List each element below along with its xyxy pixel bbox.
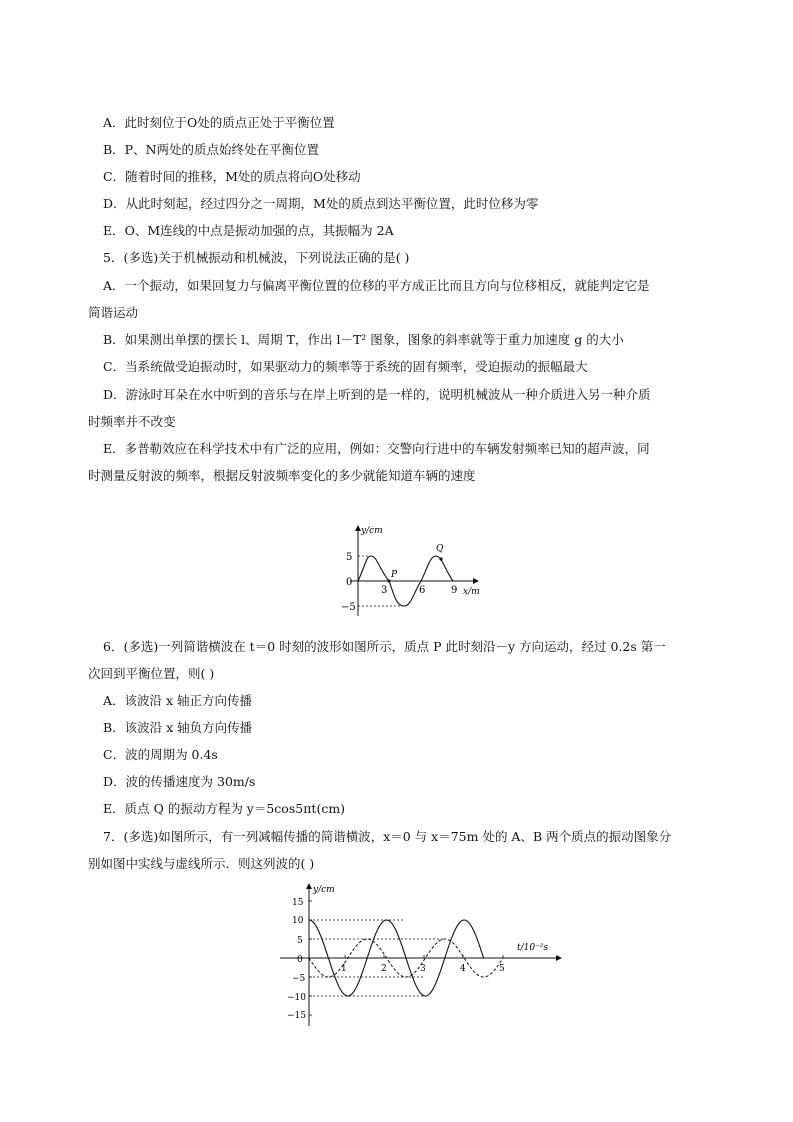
q5-option-b: B．如果测出单摆的摆长 l、周期 T，作出 l－T² 图象，图象的斜率就等于重力加速度 g 的大小 bbox=[103, 332, 624, 347]
q4-option-d: D．从此时刻起，经过四分之一周期，M处的质点到达平衡位置，此时位移为零 bbox=[103, 196, 539, 211]
fig2-ytick-neg15: −15 bbox=[287, 1011, 306, 1021]
q6-option-a: A．该波沿 x 轴正方向传播 bbox=[103, 693, 253, 708]
q7-stem-cont: 别如图中实线与虚线所示．则这列波的( ) bbox=[88, 856, 315, 871]
q5-option-a: A．一个振动，如果回复力与偏离平衡位置的位移的平方成正比而且方向与位移相反，就能判定它是 bbox=[103, 278, 650, 293]
fig1-label-p: P bbox=[391, 570, 398, 580]
q4-option-e: E．O、M连线的中点是振动加强的点，其振幅为 2A bbox=[103, 223, 394, 238]
fig1-point-q bbox=[439, 557, 442, 560]
q4-option-a: A．此时刻位于O处的质点正处于平衡位置 bbox=[103, 115, 335, 130]
q5-option-a-cont: 简谐运动 bbox=[88, 305, 139, 320]
fig1-xtick-9: 9 bbox=[451, 585, 458, 596]
fig2-ttick-1: 1 bbox=[341, 964, 347, 974]
q6-option-e: E．质点 Q 的振动方程为 y＝5cos5πt(cm) bbox=[103, 801, 346, 816]
fig1-xtick-6: 6 bbox=[419, 585, 426, 596]
q6-stem: 6．(多选)一列简谐横波在 t＝0 时刻的波形如图所示，质点 P 此时刻沿－y 方向运动，经过 0.2s 第一 bbox=[103, 639, 666, 654]
fig2-ytick-10: 10 bbox=[292, 916, 304, 926]
fig2-ttick-4: 4 bbox=[460, 964, 466, 974]
fig2-ytick-15: 15 bbox=[292, 898, 304, 908]
fig2-ytick-0: 0 bbox=[297, 955, 303, 965]
q6-option-b: B．该波沿 x 轴负方向传播 bbox=[103, 720, 253, 735]
q5-option-e: E．多普勒效应在科学技术中有广泛的应用，例如：交警向行进中的车辆发射频率已知的超声波，同 bbox=[103, 441, 650, 456]
fig2-ttick-3: 3 bbox=[420, 964, 426, 974]
q7-stem: 7．(多选)如图所示，有一列减幅传播的简谐横波，x＝0 与 x＝75m 处的 A、B 两个质点的振动图象分 bbox=[103, 829, 672, 844]
q5-stem: 5．(多选)关于机械振动和机械波，下列说法正确的是( ) bbox=[103, 250, 410, 265]
q6-option-c: C．波的周期为 0.4s bbox=[103, 747, 218, 762]
fig2-t-label: t/10⁻²s bbox=[517, 943, 549, 953]
q4-option-b: B．P、N两处的质点始终处在平衡位置 bbox=[103, 142, 320, 157]
fig1-x-label: x/m bbox=[463, 587, 480, 597]
q6-stem-cont: 次回到平衡位置，则( ) bbox=[88, 666, 215, 681]
q5-option-c: C．当系统做受迫振动时，如果驱动力的频率等于系统的固有频率，受迫振动的振幅最大 bbox=[103, 359, 588, 374]
fig2-ttick-2: 2 bbox=[381, 964, 387, 974]
fig2-y-label: y/cm bbox=[313, 885, 335, 895]
fig2-ttick-5: 5 bbox=[499, 964, 505, 974]
fig2-ytick-5: 5 bbox=[297, 936, 303, 946]
fig1-xtick-3: 3 bbox=[381, 585, 388, 596]
fig1-label-q: Q bbox=[436, 544, 444, 554]
fig1-ytick-5: 5 bbox=[346, 552, 353, 563]
fig1-y-label: y/cm bbox=[361, 526, 383, 536]
vibration-figure bbox=[275, 880, 565, 1028]
q4-option-c: C．随着时间的推移，M处的质点将向O处移动 bbox=[103, 169, 361, 184]
q5-option-d-cont: 时频率并不改变 bbox=[88, 414, 176, 429]
fig2-ytick-neg10: −10 bbox=[287, 993, 306, 1003]
q5-option-e-cont: 时测量反射波的频率，根据反射波频率变化的多少就能知道车辆的速度 bbox=[88, 468, 476, 483]
fig2-ytick-neg5: −5 bbox=[292, 974, 306, 984]
wave-figure bbox=[330, 522, 490, 622]
fig1-ytick-0: 0 bbox=[346, 577, 353, 588]
fig1-ytick-neg5: −5 bbox=[341, 602, 356, 613]
q6-option-d: D．波的传播速度为 30m/s bbox=[103, 774, 256, 789]
q5-option-d: D．游泳时耳朵在水中听到的音乐与在岸上听到的是一样的，说明机械波从一种介质进入另一种介质 bbox=[103, 387, 651, 402]
